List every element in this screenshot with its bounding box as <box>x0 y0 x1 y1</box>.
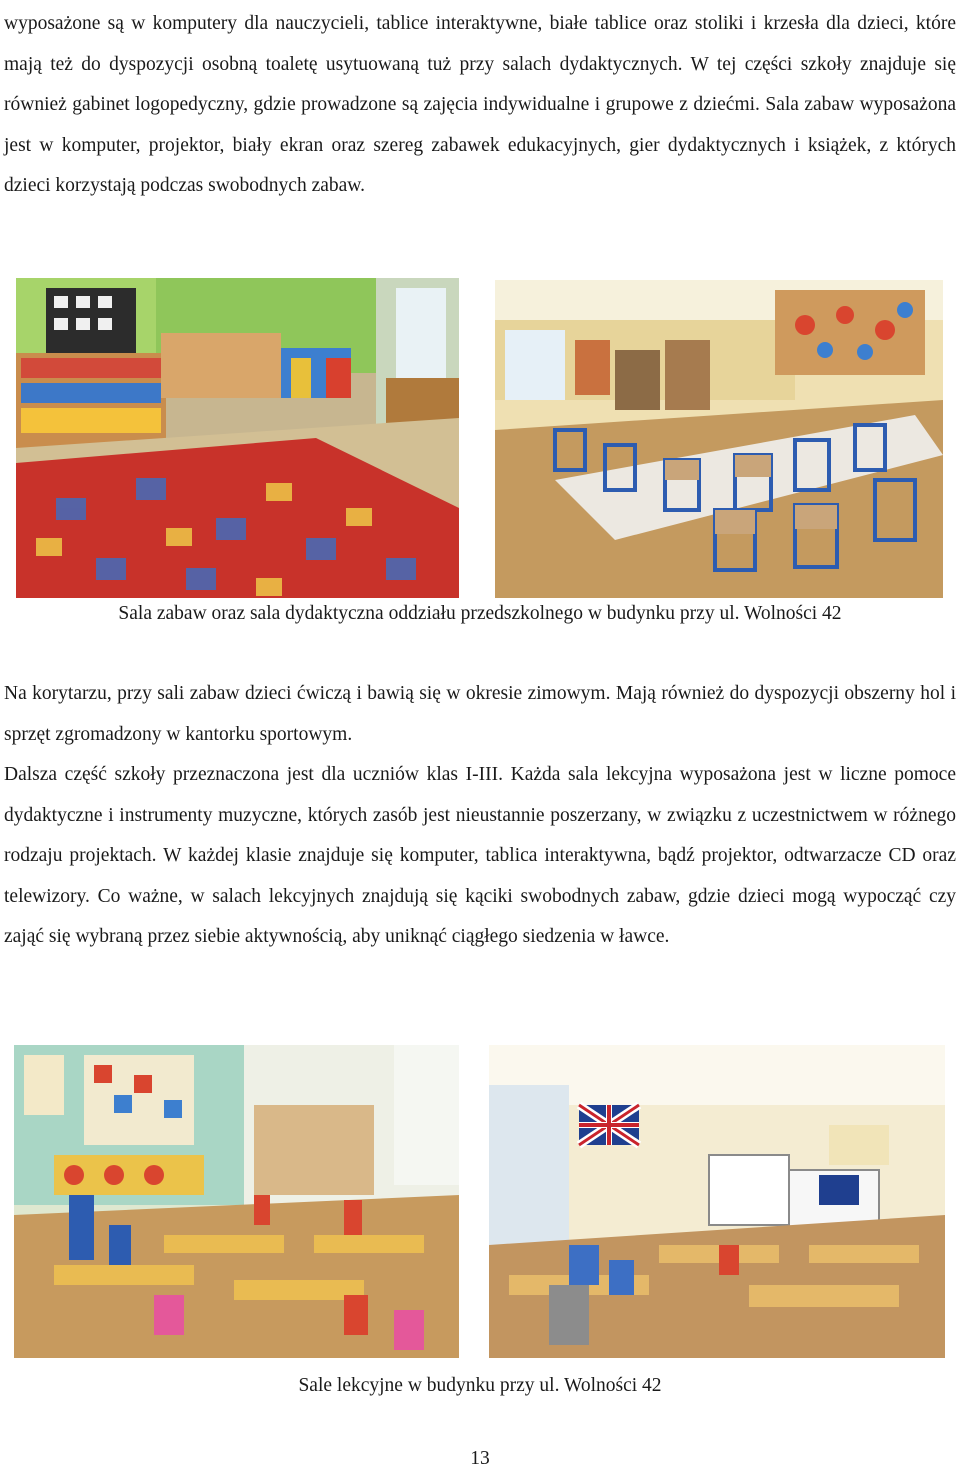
paragraph-corridor: Na korytarzu, przy sali zabaw dzieci ćwiczą i bawią się w okresie zimowym. Mają również do dyspozycji obszerny hol i sprzęt zgromadzony w kantorku sportowym. <box>4 683 956 745</box>
photo-classroom-whiteboard <box>489 1045 945 1358</box>
page-number: 13 <box>470 1448 490 1469</box>
paragraph-intro: wyposażone są w komputery dla nauczycieli, tablice interaktywne, białe tablice oraz stoliki i krzesła dla dzieci, które mają też do dyspozycji osobną toaletę usytuowaną tuż przy salach dydaktycznych. W tej części szkoły znajduje się również gabinet logopedyczny, gdzie prowadzone są zajęcia indywidualne i grupowe z dziećmi. Sala zabaw wyposażona jest w komputer, projektor, biały ekran oraz szereg zabawek edukacyjnych, gier dydaktycznych i książek, z których dzieci korzystają podczas swobodnych zabaw. <box>4 13 956 197</box>
paragraph-classes: Dalsza część szkoły przeznaczona jest dla uczniów klas I-III. Każda sala lekcyjna wyposażona jest w liczne pomoce dydaktyczne i instrumenty muzyczne, których zasób jest nieustannie poszerzany, w związku z uczestnictwem w różnego rodzaju projektach. W każdej klasie znajduje się komputer, tablica interaktywna, bądź projektor, odtwarzacze CD oraz telewizory. Co ważne, w salach lekcyjnych znajdują się kąciki swobodnych zabaw, gdzie dzieci mogą wypocząć czy zająć się wybraną przez siebie aktywnością, aby uniknąć ciągłego siedzenia w ławce. <box>4 764 956 948</box>
caption-photos-2: Sale lekcyjne w budynku przy ul. Wolności 42 <box>298 1375 662 1396</box>
caption-photos-1: Sala zabaw oraz sala dydaktyczna oddziału przedszkolnego w budynku przy ul. Wolności 42 <box>118 603 842 624</box>
photo-playroom <box>16 278 459 598</box>
photo-preschool-classroom <box>495 280 943 598</box>
photo-classroom-children <box>14 1045 459 1358</box>
